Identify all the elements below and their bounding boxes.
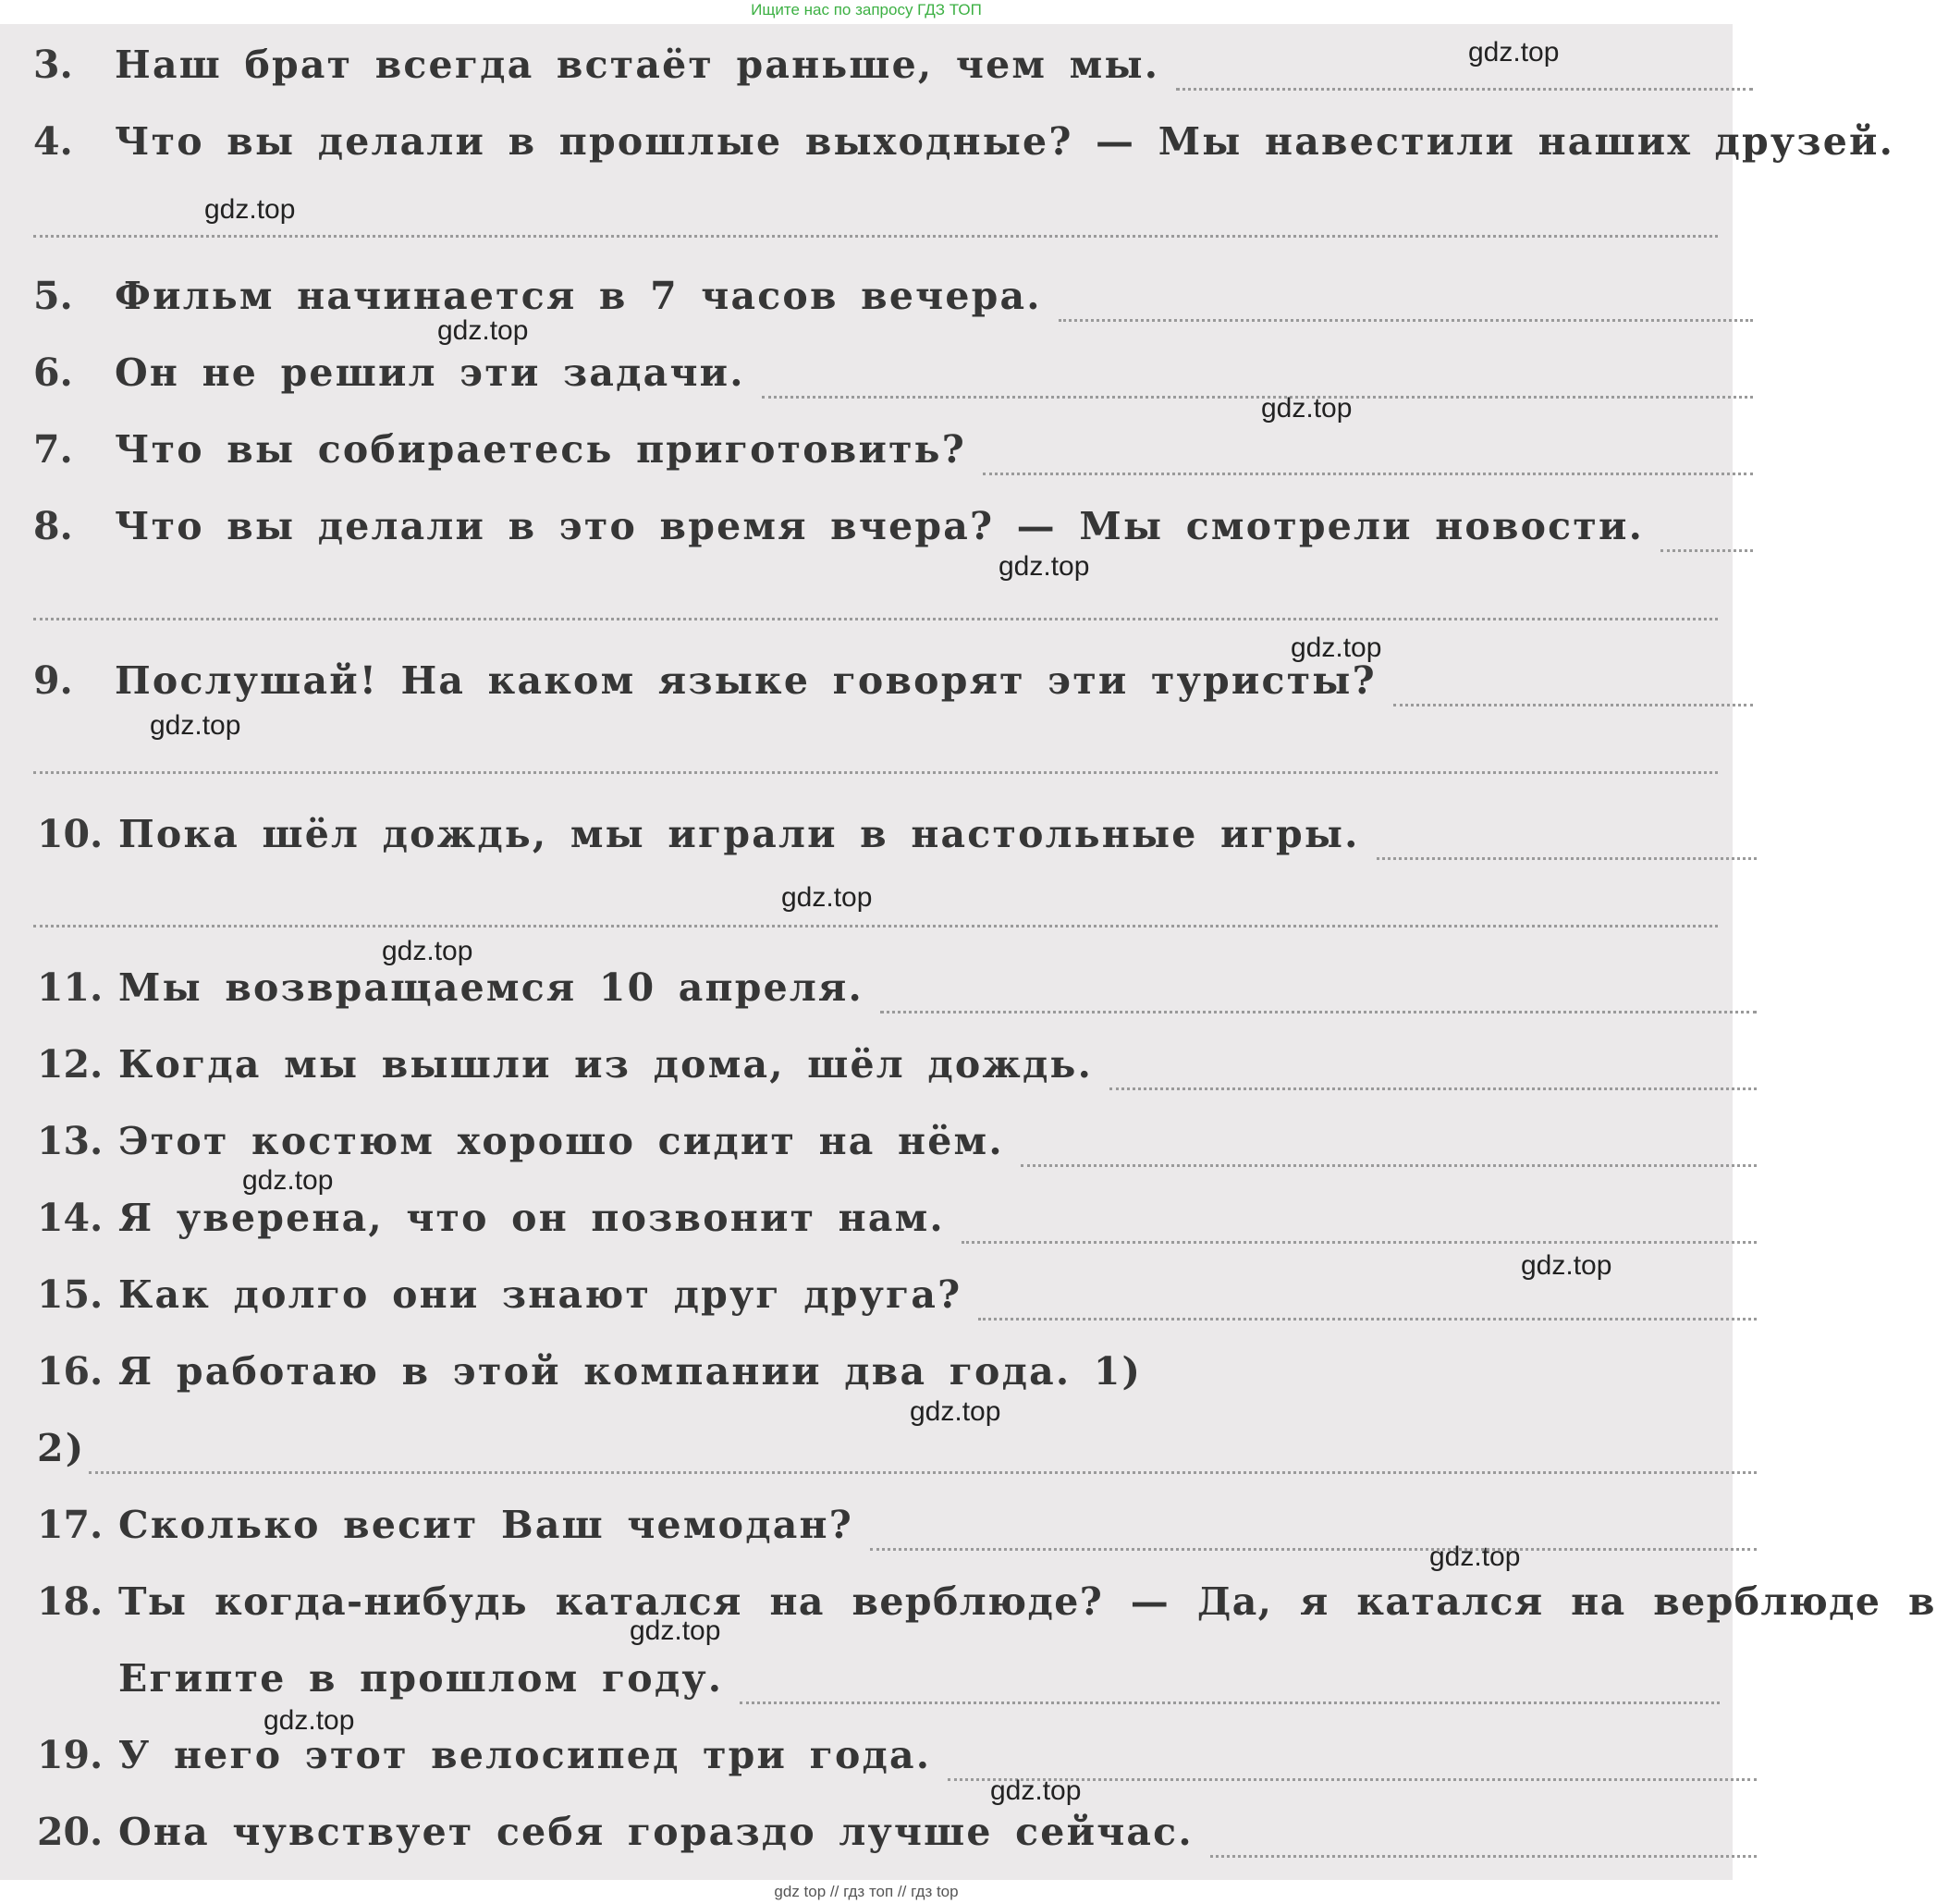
sentence-number: 11. <box>37 965 104 1010</box>
sentence-row-6 <box>33 350 1753 406</box>
sentence-row-9 <box>33 658 1753 714</box>
sentence-number: 20. <box>37 1810 104 1854</box>
answer-line[interactable] <box>1176 87 1753 91</box>
sentence-text: Она чувствует себя гораздо лучше сейчас. <box>118 1810 1194 1854</box>
sentence-number: 7. <box>33 427 73 472</box>
sentence-number: 13. <box>37 1119 104 1163</box>
sentence-number: 19. <box>37 1733 104 1777</box>
answer-line[interactable] <box>33 618 1718 620</box>
sentence-row-8 <box>33 504 1753 559</box>
answer-line[interactable] <box>740 1701 1720 1704</box>
sentence-text: Мы возвращаемся 10 апреля. <box>118 965 864 1010</box>
watermark: gdz.top <box>1521 1250 1612 1281</box>
sentence-row-20 <box>37 1810 1757 1865</box>
watermark: gdz.top <box>263 1705 355 1736</box>
sentence-row-5 <box>33 274 1753 329</box>
watermark: gdz.top <box>990 1775 1082 1806</box>
sentence-number: 16. <box>37 1349 104 1394</box>
watermark: gdz.top <box>910 1396 1001 1427</box>
sentence-text: Я работаю в этой компании два года. 1) <box>118 1349 1143 1394</box>
watermark: gdz.top <box>1429 1542 1521 1572</box>
answer-line[interactable] <box>880 1010 1757 1013</box>
answer-line[interactable] <box>1059 318 1753 322</box>
sentence-row-15 <box>37 1272 1757 1328</box>
sentence-number: 17. <box>37 1503 104 1547</box>
answer-marker: 2) <box>37 1426 86 1470</box>
answer-line[interactable] <box>33 925 1718 927</box>
sentence-text: Что вы делали в прошлые выходные? — Мы навестили наших друзей. <box>115 119 1895 164</box>
sentence-row-18 <box>37 1579 1936 1635</box>
sentence-text: Фильм начинается в 7 часов вечера. <box>115 274 1042 318</box>
sentence-text: Он не решил эти задачи. <box>115 350 745 395</box>
answer-line[interactable] <box>1377 856 1757 860</box>
sentence-number: 15. <box>37 1272 104 1317</box>
watermark: gdz.top <box>242 1165 334 1196</box>
sentence-text: Что вы собираетесь приготовить? <box>115 427 966 472</box>
sentence-text: Пока шёл дождь, мы играли в настольные игры. <box>118 812 1360 856</box>
sentence-number: 5. <box>33 274 73 318</box>
sentence-row-14 <box>37 1196 1757 1251</box>
sentence-row-16-part-2 <box>37 1426 1757 1481</box>
answer-line[interactable] <box>33 771 1718 774</box>
sentence-number: 10. <box>37 812 104 856</box>
sentence-text: Послушай! На каком языке говорят эти туристы? <box>115 658 1377 703</box>
answer-line[interactable] <box>89 1470 1757 1474</box>
sentence-text: Этот костюм хорошо сидит на нём. <box>118 1119 1004 1163</box>
sentence-row-11 <box>37 965 1757 1021</box>
sentence-row-10 <box>37 812 1757 867</box>
sentence-text: Наш брат всегда встаёт раньше, чем мы. <box>115 43 1160 87</box>
answer-line[interactable] <box>978 1317 1757 1321</box>
sentence-number: 3. <box>33 43 73 87</box>
watermark: gdz.top <box>630 1615 721 1646</box>
sentence-text: Египте в прошлом году. <box>118 1656 724 1701</box>
watermark: gdz.top <box>781 882 873 913</box>
sentence-text: Ты когда-нибудь катался на верблюде? — Да, я катался на верблюде в <box>118 1579 1936 1624</box>
answer-line[interactable] <box>870 1547 1757 1551</box>
answer-line[interactable] <box>1210 1854 1757 1858</box>
watermark: gdz.top <box>1261 393 1353 424</box>
watermark: gdz.top <box>1291 633 1382 663</box>
watermark: gdz.top <box>150 710 241 741</box>
answer-line[interactable] <box>1021 1163 1757 1167</box>
sentence-number: 9. <box>33 658 73 703</box>
watermark: gdz.top <box>437 315 529 346</box>
sentence-text: Я уверена, что он позвонит нам. <box>118 1196 945 1240</box>
answer-line[interactable] <box>33 235 1718 238</box>
sentence-row-12 <box>37 1042 1757 1098</box>
sentence-row-16 <box>37 1349 1757 1405</box>
answer-line[interactable] <box>962 1240 1757 1244</box>
sentence-text: Что вы делали в это время вчера? — Мы смотрели новости. <box>115 504 1645 548</box>
watermark: gdz.top <box>382 936 473 966</box>
sentence-text: Сколько весит Ваш чемодан? <box>118 1503 853 1547</box>
watermark: gdz.top <box>204 194 296 225</box>
sentence-number: 8. <box>33 504 73 548</box>
textbook-page <box>0 24 1936 1880</box>
answer-line[interactable] <box>1660 548 1753 552</box>
sentence-row-7 <box>33 427 1753 483</box>
sentence-number: 6. <box>33 350 73 395</box>
footer-watermark: gdz top // гдз топ // гдз top <box>0 1880 1733 1904</box>
sentence-number: 18. <box>37 1579 104 1624</box>
sentence-number: 14. <box>37 1196 104 1240</box>
answer-line[interactable] <box>762 395 1753 399</box>
answer-line[interactable] <box>1109 1087 1757 1090</box>
answer-line[interactable] <box>983 472 1753 475</box>
sentence-number: 4. <box>33 119 73 164</box>
sentence-row-19 <box>37 1733 1757 1788</box>
search-notice-banner: Ищите нас по запросу ГДЗ ТОП <box>751 1 982 18</box>
answer-line[interactable] <box>1393 703 1753 706</box>
sentence-text: Как долго они знают друг друга? <box>118 1272 962 1317</box>
sentence-text: У него этот велосипед три года. <box>118 1733 932 1777</box>
sentence-row-4 <box>33 119 1895 175</box>
watermark: gdz.top <box>999 551 1090 582</box>
sentence-text: Когда мы вышли из дома, шёл дождь. <box>118 1042 1094 1087</box>
watermark: gdz.top <box>1468 37 1560 68</box>
sentence-row-18-continued <box>118 1656 1720 1712</box>
sentence-number: 12. <box>37 1042 104 1087</box>
